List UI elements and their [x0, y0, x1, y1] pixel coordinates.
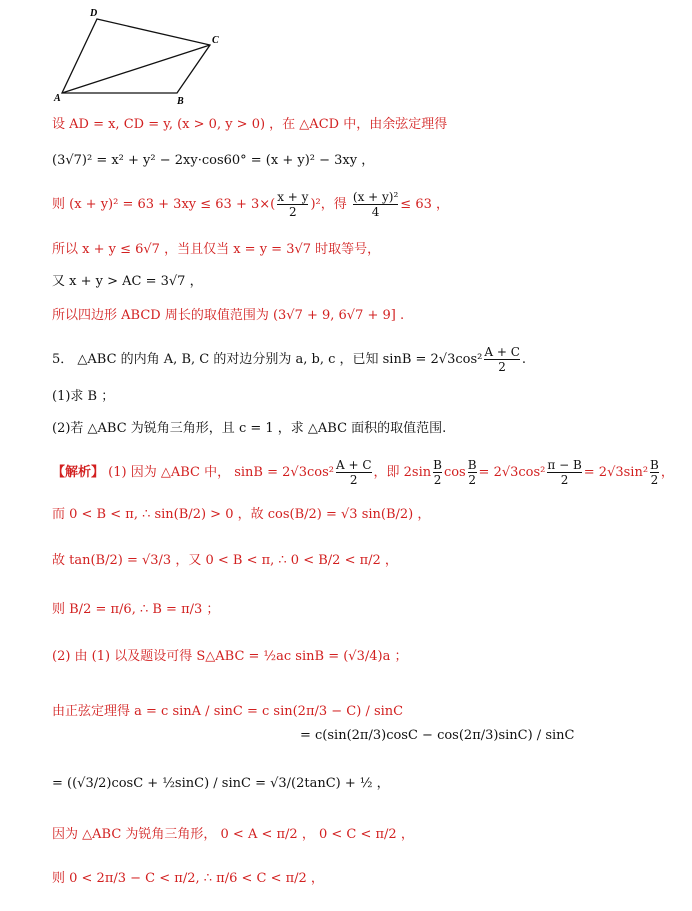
- line-sum-bound: 所以 x + y ≤ 6√7 ，当且仅当 x = y = 3√7 时取等号，: [52, 242, 381, 257]
- solution-part1: 【解析】 (1) 因为 △ABC 中， sinB = 2√3cos² $\frac{A + C}{2}$ ，即 2sin $\frac{B}{2}$ cos $\frac{B}{2}$ = 2√3cos² $\frac{\pi - B}{2}$ = 2√3sin² $\frac{B}{2}$ ，: [52, 458, 674, 487]
- simplify-line: = ((√3/2)cosC + ½sinC) / sinC = √3/(2tanC) + ½ ，: [52, 776, 390, 791]
- acute-condition: 因为 △ABC 为锐角三角形， 0 < A < π/2 ， 0 < C < π/2 ，: [52, 827, 414, 842]
- label-D: D: [90, 8, 98, 19]
- solution-line-4: 则 B/2 = π/6, ∴ B = π/3 ；: [52, 602, 220, 617]
- solution-line-3: 故 tan(B/2) = √3/3 ，又 0 < B < π, ∴ 0 < B/2 < π/2 ，: [52, 553, 398, 568]
- quadrilateral-figure: [52, 5, 232, 105]
- label-A: A: [54, 93, 61, 104]
- line-perimeter-range: 所以四边形 ABCD 周长的取值范围为 (3√7 + 9, 6√7 + 9] .: [52, 308, 405, 323]
- problem-5-statement: 5． △ABC 的内角 A, B, C 的对边分别为 a, b, c ，已知 sinB = 2√3cos² $\frac{A + C}{2}$ .: [52, 345, 527, 374]
- label-B: B: [177, 96, 184, 105]
- sine-law-line-1: 由正弦定理得 a = c sinA / sinC = c sin(2π/3 − C) / sinC: [52, 704, 404, 719]
- question-1: (1)求 B ；: [52, 389, 115, 404]
- line-cosine-setup: 设 AD = x, CD = y, (x > 0, y > 0) ，在 △ACD 中，由余弦定理得: [52, 117, 448, 132]
- label-C: C: [212, 35, 219, 46]
- line-inequality: 则 (x + y)² = 63 + 3xy ≤ 63 + 3×( $\frac{x + y}{2}$ )²，得 $\frac{\text{(x + y)²}}{4}$ ≤ 63 ，: [52, 190, 449, 219]
- line-cosine-law: (3√7)² = x² + y² − 2xy·cos60° = (x + y)² − 3xy ，: [52, 153, 375, 168]
- solution-line-2: 而 0 < B < π, ∴ sin(B/2) > 0 ，故 cos(B/2) = √3 sin(B/2) ，: [52, 507, 431, 522]
- question-2: (2)若 △ABC 为锐角三角形，且 c = 1 ，求 △ABC 面积的取值范围.: [52, 421, 447, 436]
- range-of-C: 则 0 < 2π/3 − C < π/2, ∴ π/6 < C < π/2 ，: [52, 871, 324, 886]
- line-triangle-ineq: 又 x + y > AC = 3√7 ，: [52, 274, 203, 289]
- sine-law-line-1b: = c(sin(2π/3)cosC − cos(2π/3)sinC) / sinC: [300, 728, 575, 743]
- solution-part2: (2) 由 (1) 以及题设可得 S△ABC = ½ac sinB = (√3/4)a ；: [52, 649, 408, 664]
